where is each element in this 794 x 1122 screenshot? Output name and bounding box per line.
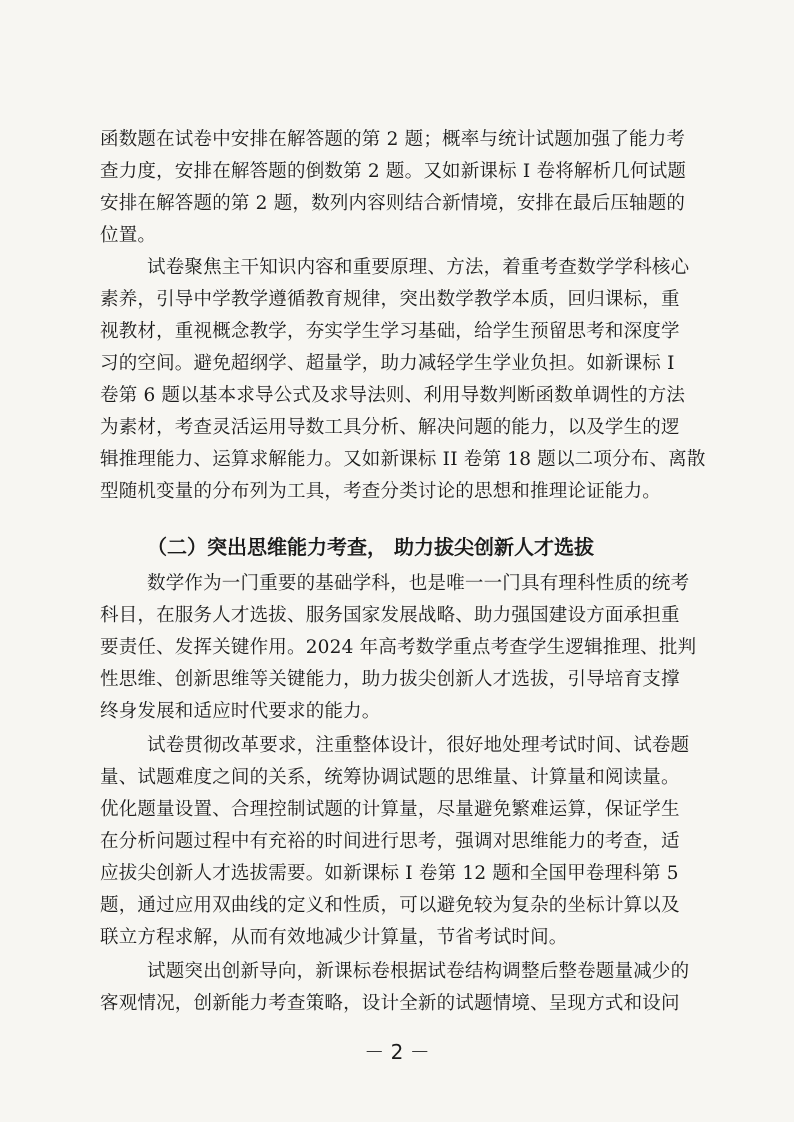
paragraph-3-line-5: 终身发展和适应时代要求的能力。 — [100, 701, 381, 722]
paragraph-4-line-6: 题，通过应用双曲线的定义和性质，可以避免较为复杂的坐标计算以及 — [100, 895, 680, 916]
paragraph-4-line-4: 在分析问题过程中有充裕的时间进行思考，强调对思维能力的考查，适 — [100, 831, 680, 852]
paragraph-2-line-1: 试卷聚焦主干知识内容和重要原理、方法，着重考查数学学科核心 — [147, 257, 690, 278]
paragraph-1-line-2: 查力度，安排在解答题的倒数第 2 题。又如新课标 I 卷将解析几何试题 — [100, 161, 687, 182]
paragraph-5-line-1: 试题突出创新导向，新课标卷根据试卷结构调整后整卷题量减少的 — [147, 961, 690, 982]
paragraph-2-line-7: 辑推理能力、运算求解能力。又如新课标 II 卷第 18 题以二项分布、离散 — [100, 449, 706, 470]
paragraph-2-line-8: 型随机变量的分布列为工具，考查分类讨论的思想和推理论证能力。 — [100, 481, 662, 502]
paragraph-3-line-4: 性思维、创新思维等关键能力，助力拔尖创新人才选拔，引导培育支撑 — [100, 669, 680, 690]
paragraph-2-line-5: 卷第 6 题以基本求导公式及求导法则、利用导数判断函数单调性的方法 — [100, 385, 686, 406]
paragraph-1-line-1: 函数题在试卷中安排在解答题的第 2 题；概率与统计试题加强了能力考 — [100, 129, 686, 150]
paragraph-1-line-4: 位置。 — [100, 225, 157, 246]
paragraph-4-line-7: 联立方程求解，从而有效地减少计算量，节省考试时间。 — [100, 927, 568, 948]
paragraph-2-line-2: 素养，引导中学教学遵循教育规律，突出数学教学本质，回归课标，重 — [100, 289, 680, 310]
paragraph-2-line-4: 习的空间。避免超纲学、超量学，助力减轻学生学业负担。如新课标 I — [100, 353, 675, 374]
paragraph-2-line-6: 为素材，考查灵活运用导数工具分析、解决问题的能力，以及学生的逻 — [100, 417, 680, 438]
paragraph-3-line-1: 数学作为一门重要的基础学科，也是唯一一门具有理科性质的统考 — [147, 573, 690, 594]
section-heading: （二）突出思维能力考查， 助力拔尖创新人才选拔 — [147, 535, 594, 559]
paragraph-5-line-2: 客观情况，创新能力考查策略，设计全新的试题情境、呈现方式和设问 — [100, 993, 680, 1014]
paragraph-4-line-3: 优化题量设置、合理控制试题的计算量，尽量避免繁难运算，保证学生 — [100, 799, 680, 820]
paragraph-2-line-3: 视教材，重视概念教学，夯实学生学习基础，给学生预留思考和深度学 — [100, 321, 680, 342]
paragraph-4-line-1: 试卷贯彻改革要求，注重整体设计，很好地处理考试时间、试卷题 — [147, 735, 690, 756]
paragraph-4-line-2: 量、试题难度之间的关系，统筹协调试题的思维量、计算量和阅读量。 — [100, 767, 680, 788]
paragraph-4-line-5: 应拔尖创新人才选拔需要。如新课标 I 卷第 12 题和全国甲卷理科第 5 — [100, 863, 679, 884]
paragraph-1-line-3: 安排在解答题的第 2 题，数列内容则结合新情境，安排在最后压轴题的 — [100, 193, 686, 214]
paragraph-3-line-2: 科目，在服务人才选拔、服务国家发展战略、助力强国建设方面承担重 — [100, 605, 680, 626]
page-number: － 2 － — [364, 1040, 430, 1064]
paragraph-3-line-3: 要责任、发挥关键作用。2024 年高考数学重点考查学生逻辑推理、批判 — [100, 637, 697, 658]
